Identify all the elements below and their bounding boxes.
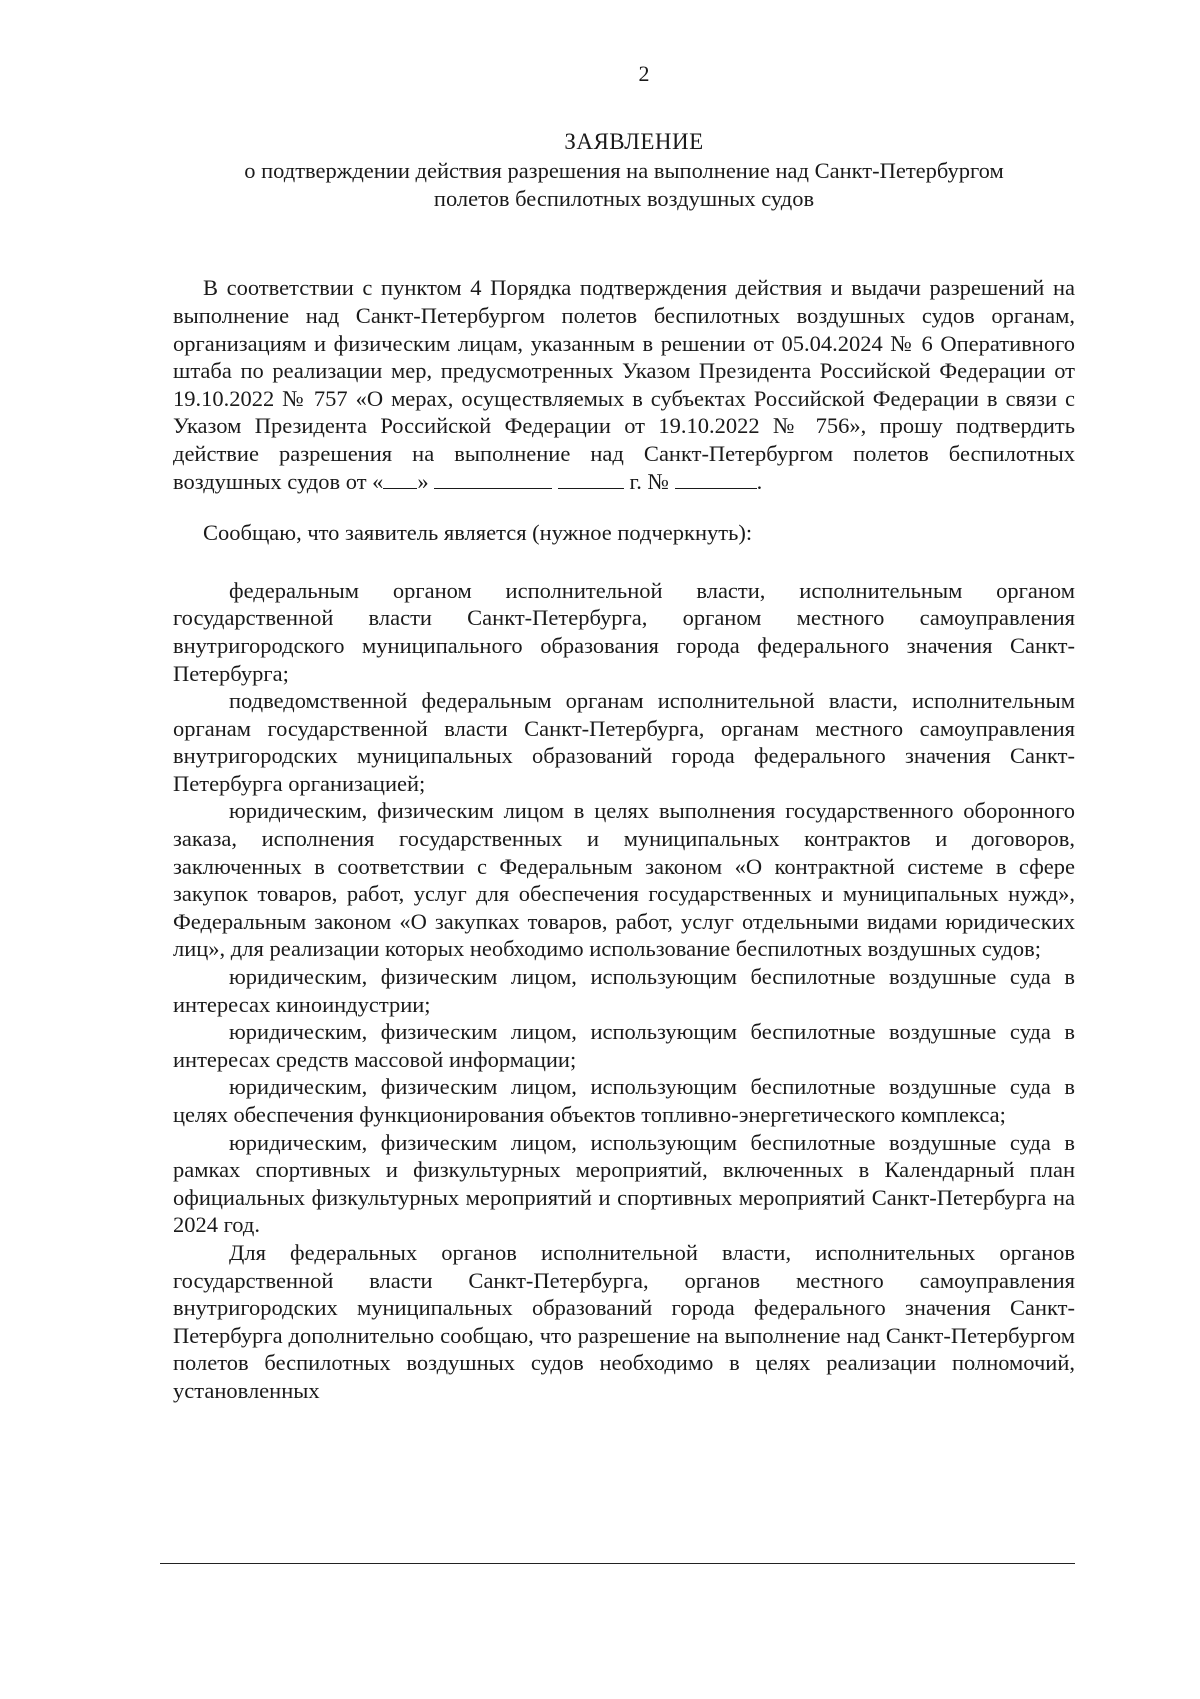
applicant-option[interactable]: юридическим, физическим лицом, использующим беспилотные воздушные суда в рамках спортивных и физкультурных мероприятий, включенных в Календарный план официальных физкультурных мероприятий и спортивных мероприятий Санкт-Петербурга на 2024 год. (173, 1129, 1075, 1238)
closing-paragraph: Для федеральных органов исполнительной власти, исполнительных органов государственной власти Санкт-Петербурга, органов местного самоуправления внутригородских муниципальных образований города федерального значения Санкт-Петербурга дополнительно сообщаю, что разрешение на выполнение над Санкт-Петербургом полетов беспилотных воздушных судов необходимо в целях реализации полномочий, установленных (173, 1239, 1075, 1403)
page-number: 2 (638, 61, 650, 86)
applicant-option[interactable]: юридическим, физическим лицом в целях выполнения государственного оборонного заказа, исполнения государственных и муниципальных контрактов и договоров, заключенных в соответствии с Федеральным законом «О контрактной системе в сфере закупок товаров, работ, услуг для обеспечения государственных и муниципальных нужд», Федеральным законом «О закупках товаров, работ, услуг отдельными видами юридических лиц», для реализации которых необходимо использование беспилотных воздушных судов; (173, 798, 1075, 962)
footnote-divider (160, 1563, 1075, 1564)
document-subtitle (173, 157, 1075, 212)
request-paragraph (173, 274, 1075, 495)
year-blank[interactable] (558, 470, 624, 489)
document-title: ЗАЯВЛЕНИЕ (564, 128, 704, 154)
applicant-option[interactable]: юридическим, физическим лицом, использующим беспилотные воздушные суда в интересах средств массовой информации; (173, 1019, 1075, 1072)
document-page (173, 60, 1075, 1405)
applicant-option[interactable]: подведомственной федеральным органам исполнительной власти, исполнительным органам государственной власти Санкт-Петербурга, органам местного самоуправления внутригородских муниципальных образований города федерального значения Санкт-Петербурга организацией; (173, 688, 1075, 796)
applicant-option[interactable]: юридическим, физическим лицом, использующим беспилотные воздушные суда в целях обеспечения функционирования объектов топливно-энергетического комплекса; (173, 1074, 1075, 1127)
permit-number-blank[interactable] (675, 470, 757, 489)
applicant-option[interactable]: юридическим, физическим лицом, использующим беспилотные воздушные суда в интересах киноиндустрии; (173, 964, 1075, 1017)
date-prefix: от « (345, 468, 384, 494)
subtitle-line: о подтверждении действия разрешения на выполнение над Санкт-Петербургом (244, 158, 1004, 184)
date-quote-close: » (417, 468, 429, 494)
day-blank[interactable] (383, 470, 417, 489)
subtitle-line: полетов беспилотных воздушных судов (433, 185, 815, 211)
month-blank[interactable] (434, 470, 552, 489)
end-period: . (756, 468, 763, 494)
section-spacer (173, 212, 1075, 274)
applicant-option[interactable]: федеральным органом исполнительной власти, исполнительным органом государственной власти Санкт-Петербурга, органом местного самоуправления внутригородского муниципального образования города федерального значения Санкт-Петербурга; (173, 577, 1075, 686)
year-suffix: г. № (629, 468, 669, 494)
applicant-type-options (173, 577, 1075, 1239)
request-text: В соответствии с пунктом 4 Порядка подтверждения действия и выдачи разрешений на выполнение над Санкт-Петербургом полетов беспилотных воздушных судов органам, организациям и физическим лицам, указанным в решении от 05.04.2024 № 6 Оперативного штаба по реализации мер, предусмотренных Указом Президента Российской Федерации от 19.10.2022 № 757 «О мерах, осуществляемых в субъектах Российской Федерации в связи с Указом Президента Российской Федерации от 19.10.2022 № 756», прошу подтвердить действие разрешения на выполнение над Санкт-Петербургом полетов беспилотных воздушных судов (173, 275, 1075, 494)
applicant-type-prompt: Сообщаю, что заявитель является (нужное подчеркнуть): (203, 520, 753, 546)
